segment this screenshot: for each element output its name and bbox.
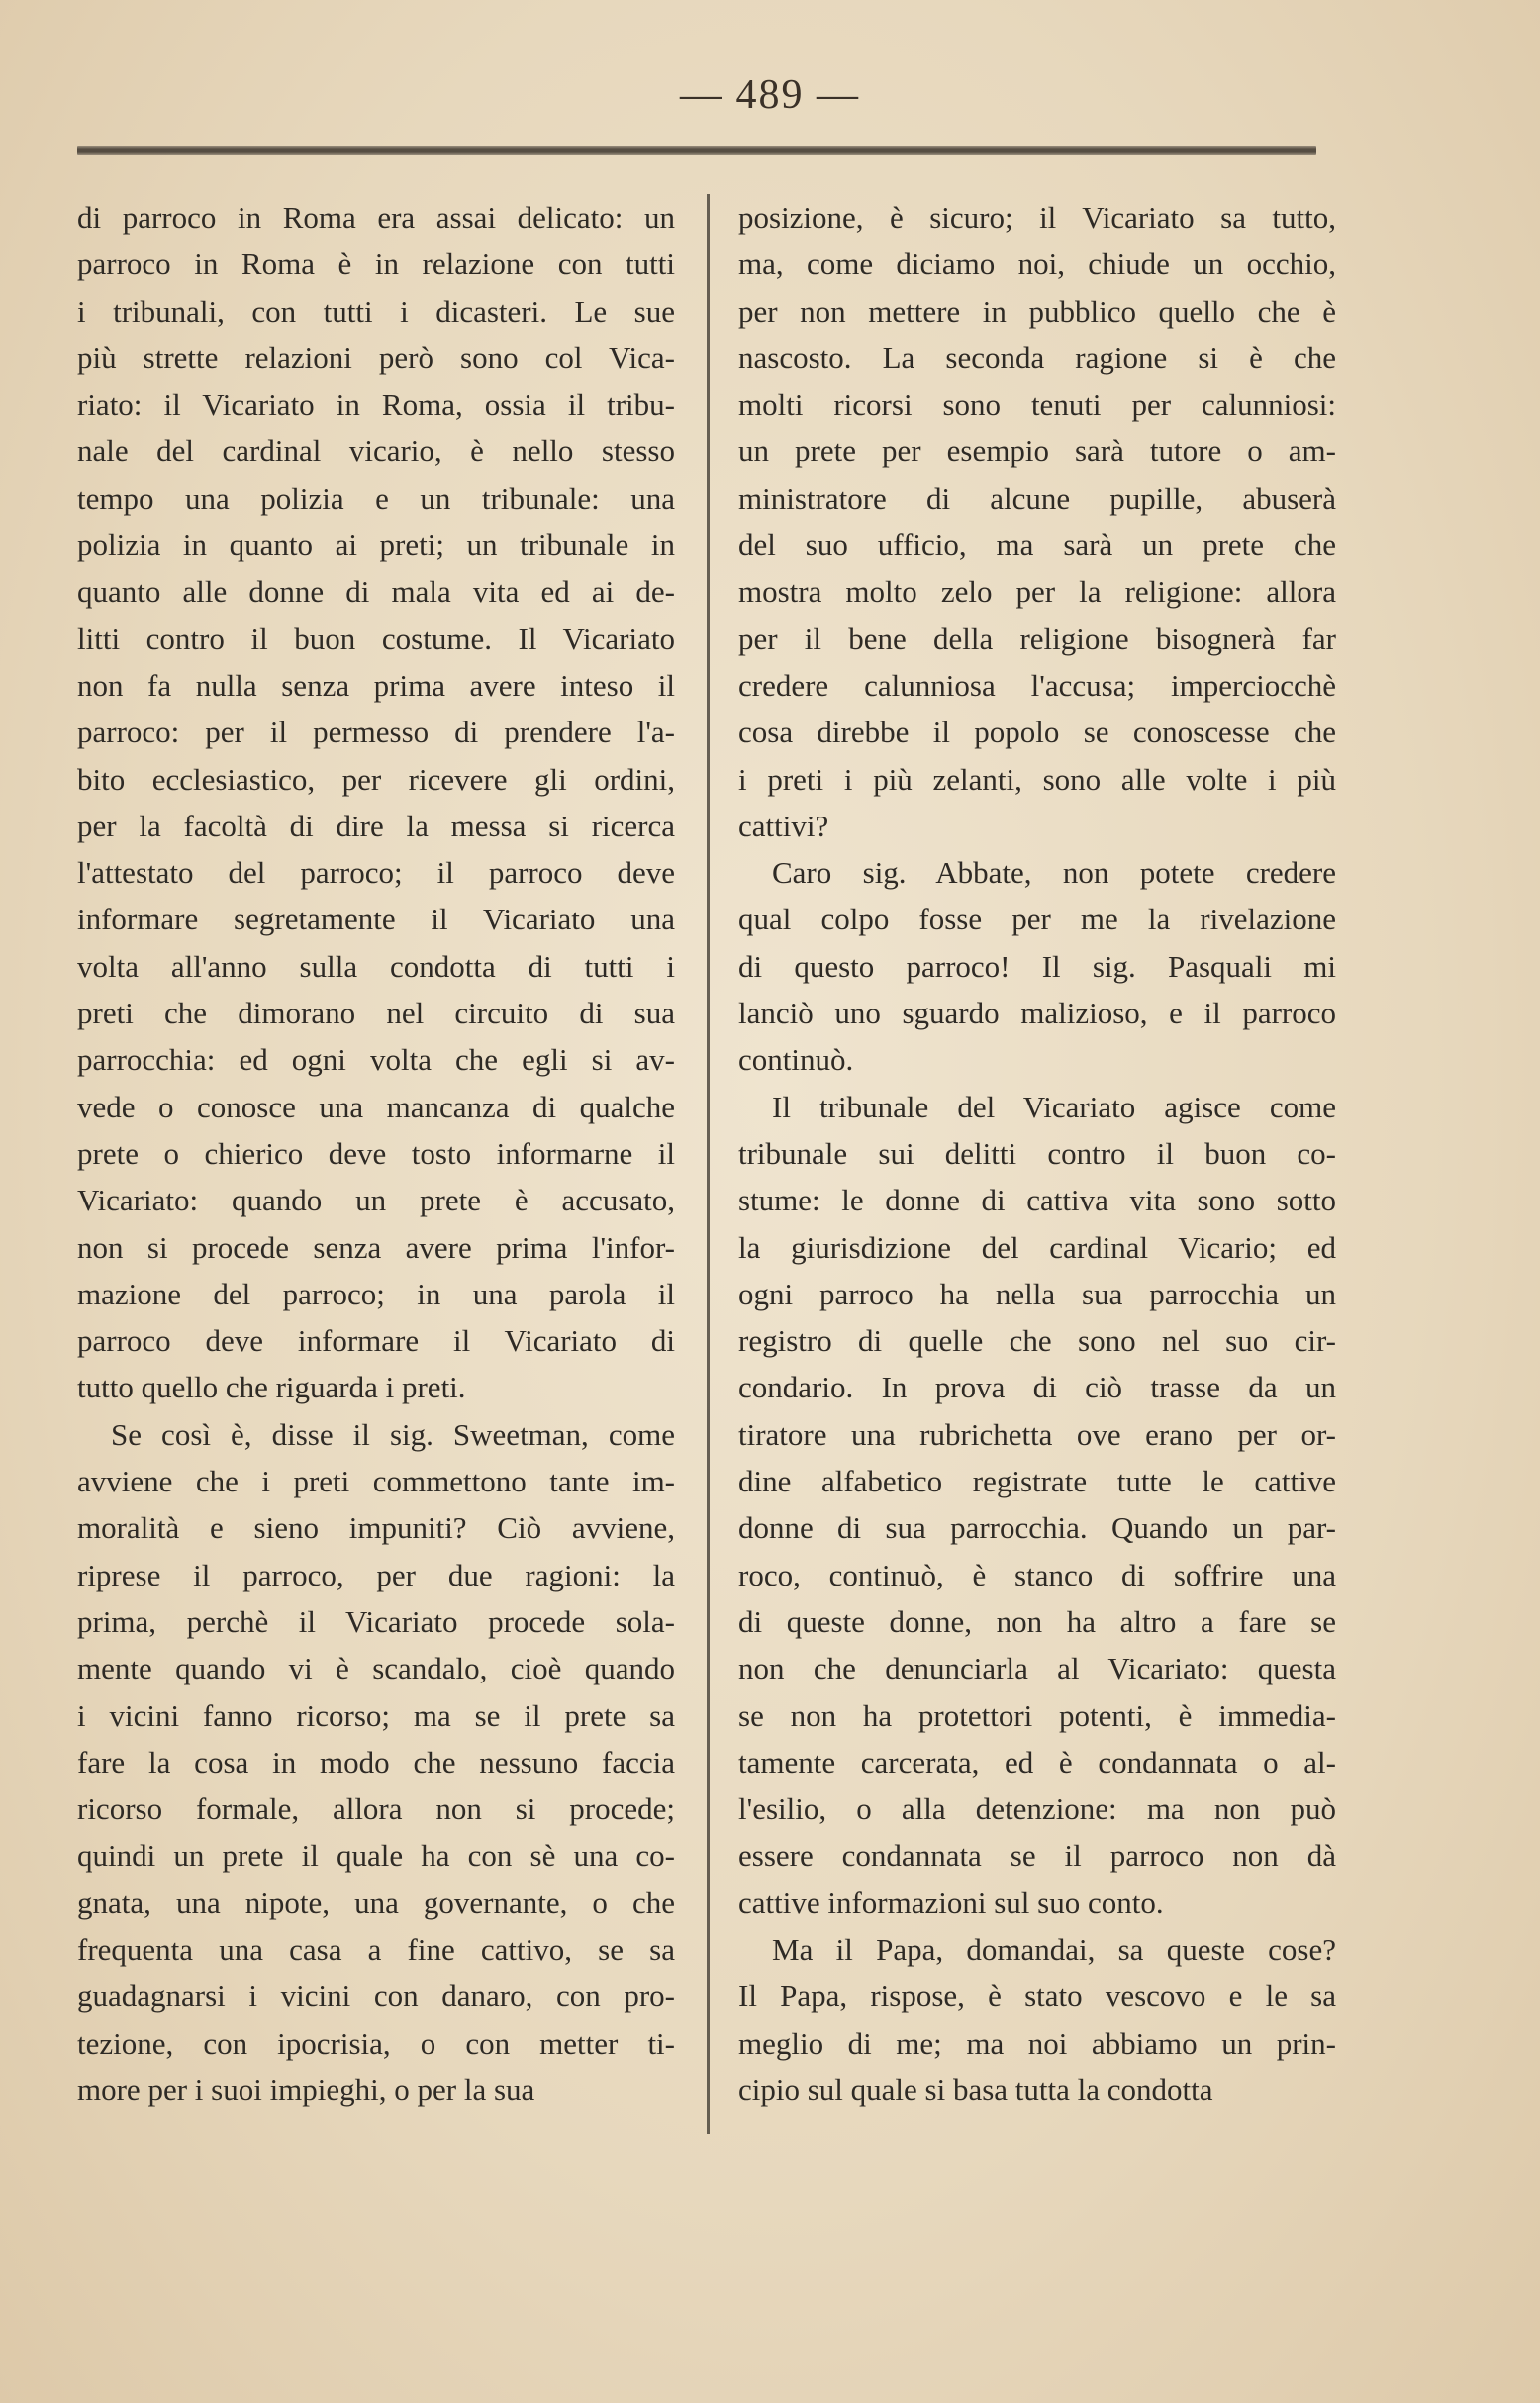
left-column-line: Vicariato: quando un prete è accusato, bbox=[77, 1183, 675, 1218]
header-rule bbox=[77, 146, 1316, 155]
left-column-line: mazione del parroco; in una parola il bbox=[77, 1276, 675, 1311]
left-column-line: di parroco in Roma era assai delicato: un bbox=[77, 200, 675, 235]
left-column-line: gnata, una nipote, una governante, o che bbox=[77, 1884, 675, 1920]
right-column-line: stume: le donne di cattiva vita sono sotto bbox=[738, 1183, 1336, 1218]
left-column-line: riato: il Vicariato in Roma, ossia il tribu- bbox=[77, 387, 675, 423]
right-column-line: cosa direbbe il popolo se conoscesse che bbox=[738, 715, 1336, 750]
left-column-line: tezione, con ipocrisia, o con metter ti- bbox=[77, 2025, 675, 2061]
right-column-line: meglio di me; ma noi abbiamo un prin- bbox=[738, 2025, 1336, 2061]
left-column-line: non si procede senza avere prima l'infor- bbox=[77, 1229, 675, 1265]
left-column-line: prete o chierico deve tosto informarne il bbox=[77, 1135, 675, 1171]
right-column-line: ministratore di alcune pupille, abuserà bbox=[738, 480, 1336, 516]
right-column-line: per il bene della religione bisognerà far bbox=[738, 621, 1336, 656]
left-column-line: litti contro il buon costume. Il Vicariato bbox=[77, 621, 675, 656]
right-column-line: donne di sua parrocchia. Quando un par- bbox=[738, 1510, 1336, 1546]
right-column-line: tribunale sui delitti contro il buon co- bbox=[738, 1135, 1336, 1171]
left-column-line: parrocchia: ed ogni volta che egli si av- bbox=[77, 1042, 675, 1078]
right-column-line: ogni parroco ha nella sua parrocchia un bbox=[738, 1276, 1336, 1311]
right-column-line: roco, continuò, è stanco di soffrire una bbox=[738, 1557, 1336, 1592]
left-column-line: Se così è, disse il sig. Sweetman, come bbox=[111, 1416, 675, 1452]
left-column-line: per la facoltà di dire la messa si ricerca bbox=[77, 808, 675, 843]
left-column-line: nale del cardinal vicario, è nello stesso bbox=[77, 433, 675, 469]
right-column-line: Ma il Papa, domandai, sa queste cose? bbox=[772, 1931, 1336, 1967]
left-column-line: bito ecclesiastico, per ricevere gli ordini, bbox=[77, 761, 675, 797]
right-column-line: ma, come diciamo noi, chiude un occhio, bbox=[738, 246, 1336, 282]
right-column-line: posizione, è sicuro; il Vicariato sa tutto, bbox=[738, 200, 1336, 235]
left-column-line: parroco: per il permesso di prendere l'a- bbox=[77, 715, 675, 750]
right-column-line: molti ricorsi sono tenuti per calunniosi: bbox=[738, 387, 1336, 423]
left-column-line: avviene che i preti commettono tante im- bbox=[77, 1464, 675, 1499]
right-column-line: nascosto. La seconda ragione si è che bbox=[738, 339, 1336, 375]
right-column-line: credere calunniosa l'accusa; imperciocchè bbox=[738, 667, 1336, 703]
left-column-line: frequenta una casa a fine cattivo, se sa bbox=[77, 1931, 675, 1967]
right-column-line: un prete per esempio sarà tutore o am- bbox=[738, 433, 1336, 469]
right-column-line: Caro sig. Abbate, non potete credere bbox=[772, 855, 1336, 891]
left-column-line: prima, perchè il Vicariato procede sola- bbox=[77, 1603, 675, 1639]
right-column-line: i preti i più zelanti, sono alle volte i più bbox=[738, 761, 1336, 797]
left-column-line: parroco deve informare il Vicariato di bbox=[77, 1323, 675, 1359]
left-text-column bbox=[77, 194, 675, 2113]
right-text-column bbox=[738, 194, 1336, 2113]
left-column-line: mente quando vi è scandalo, cioè quando bbox=[77, 1651, 675, 1686]
left-column-line: ricorso formale, allora non si procede; bbox=[77, 1791, 675, 1827]
right-column-line: di questo parroco! Il sig. Pasquali mi bbox=[738, 948, 1336, 984]
right-column-line: essere condannata se il parroco non dà bbox=[738, 1838, 1336, 1874]
left-column-line: riprese il parroco, per due ragioni: la bbox=[77, 1557, 675, 1592]
left-column-line: più strette relazioni però sono col Vica- bbox=[77, 339, 675, 375]
left-column-line: tempo una polizia e un tribunale: una bbox=[77, 480, 675, 516]
left-column-line: volta all'anno sulla condotta di tutti i bbox=[77, 948, 675, 984]
left-column-line: i tribunali, con tutti i dicasteri. Le sue bbox=[77, 293, 675, 329]
left-column-line: i vicini fanno ricorso; ma se il prete sa bbox=[77, 1697, 675, 1733]
left-column-line: non fa nulla senza prima avere inteso il bbox=[77, 667, 675, 703]
left-column-line: polizia in quanto ai preti; un tribunale in bbox=[77, 528, 675, 563]
left-column-line: informare segretamente il Vicariato una bbox=[77, 902, 675, 937]
right-column-line: l'esilio, o alla detenzione: ma non può bbox=[738, 1791, 1336, 1827]
right-column-line: Il tribunale del Vicariato agisce come bbox=[772, 1089, 1336, 1124]
right-column-line: la giurisdizione del cardinal Vicario; ed bbox=[738, 1229, 1336, 1265]
left-column-line: parroco in Roma è in relazione con tutti bbox=[77, 246, 675, 282]
left-column-line: moralità e sieno impuniti? Ciò avviene, bbox=[77, 1510, 675, 1546]
right-column-line: per non mettere in pubblico quello che è bbox=[738, 293, 1336, 329]
right-column-line: se non ha protettori potenti, è immedia- bbox=[738, 1697, 1336, 1733]
right-column-line: dine alfabetico registrate tutte le cattive bbox=[738, 1464, 1336, 1499]
right-column-line: del suo ufficio, ma sarà un prete che bbox=[738, 528, 1336, 563]
column-divider bbox=[707, 194, 710, 2134]
right-column-line: qual colpo fosse per me la rivelazione bbox=[738, 902, 1336, 937]
left-column-line: quanto alle donne di mala vita ed ai de- bbox=[77, 574, 675, 610]
right-column-line: condario. In prova di ciò trasse da un bbox=[738, 1370, 1336, 1405]
left-column-line: l'attestato del parroco; il parroco deve bbox=[77, 855, 675, 891]
left-column-line: vede o conosce una mancanza di qualche bbox=[77, 1089, 675, 1124]
left-column-line: preti che dimorano nel circuito di sua bbox=[77, 996, 675, 1031]
right-column-line: tamente carcerata, ed è condannata o al- bbox=[738, 1744, 1336, 1779]
right-column-line: non che denunciarla al Vicariato: questa bbox=[738, 1651, 1336, 1686]
page-number: — 489 — bbox=[680, 72, 860, 118]
left-column-line: more per i suoi impieghi, o per la sua bbox=[77, 2071, 535, 2107]
right-column-line: continuò. bbox=[738, 1042, 854, 1078]
left-column-line: guadagnarsi i vicini con danaro, con pro- bbox=[77, 1978, 675, 2014]
right-column-line: mostra molto zelo per la religione: allora bbox=[738, 574, 1336, 610]
right-column-line: cattive informazioni sul suo conto. bbox=[738, 1884, 1164, 1920]
right-column-line: lanciò uno sguardo malizioso, e il parroco bbox=[738, 996, 1336, 1031]
left-column-line: quindi un prete il quale ha con sè una co- bbox=[77, 1838, 675, 1874]
right-column-line: Il Papa, rispose, è stato vescovo e le sa bbox=[738, 1978, 1336, 2014]
right-column-line: cipio sul quale si basa tutta la condotta bbox=[738, 2071, 1213, 2107]
right-column-line: tiratore una rubrichetta ove erano per or- bbox=[738, 1416, 1336, 1452]
left-column-line: tutto quello che riguarda i preti. bbox=[77, 1370, 466, 1405]
right-column-line: registro di quelle che sono nel suo cir- bbox=[738, 1323, 1336, 1359]
right-column-line: di queste donne, non ha altro a fare se bbox=[738, 1603, 1336, 1639]
right-column-line: cattivi? bbox=[738, 808, 829, 843]
left-column-line: fare la cosa in modo che nessuno faccia bbox=[77, 1744, 675, 1779]
